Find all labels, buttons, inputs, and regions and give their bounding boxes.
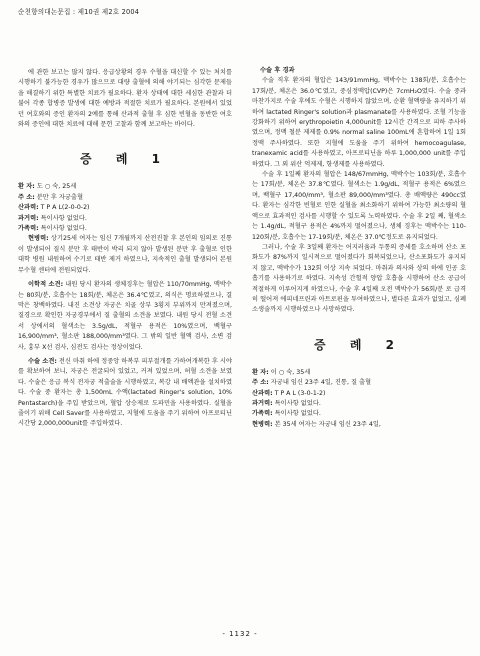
case2-field-patient: 환 자: 이 ○ 숙, 35세 xyxy=(252,368,311,376)
case1-field-patient: 환 자: 도 ○ 숙, 25세 xyxy=(18,183,77,191)
case1-physical-exam: 이학적 소견: 내원 당시 환자의 생체징후는 혈압은 110/70mmHg, 맥박수는 80회/분, 호흡수는 18회/분, 체온은 36.4℃였고, 의식은 명료하였으나, 결막은 창백하였다. 내진 소견상 자궁은 치골 상부 3횡지 부위까지 만져졌으며, 질경으로 확인한 자궁경부에서 질 출혈의 소견을 보였다. 내원 당시 전혈 소견서 상에서의 혈색소는 3.5g/dL, 적혈구 용적은 10%였으며, 백혈구 16,900/mm³, 혈소판 188,000/mm³였다. 그 밖의 일반 혈액 검사, 소변 검사, 흉부 X선 검사, 심전도 검사는 정상이었다. xyxy=(18,281,232,351)
case1-title: 증 례 1 xyxy=(80,152,170,167)
case1-field-obstetric: 산과력: T P A L(2-0-0-2) xyxy=(18,204,90,212)
case1-surgical-findings: 수술 소견: 전신 마취 하에 정중앙 하복부 피부절개를 가하여개복한 후 시야를 확보하여 보니, 자궁은 전굴되어 있었고, 커져 있었으며, 허혈 소견을 보였다. 수술은 응급 복식 전자궁 적출술을 시행하였고, 복강 내 배액관을 설치하였다. 수술 중 환자는 총 1,500mL 수액(lactated Ringer's solution, 10% Pentastarch)을 주입 받았으며, 혈압 상승제로 도파민을 사용하였다. 실혈을 줄이기 위해 Cell Saver를 사용하였고, 지혈에 도움을 주기 위하여 아프로티닌 시간당 2,000,000unit를 주입하였다. xyxy=(18,357,232,428)
case2-fields xyxy=(252,368,466,430)
case1-fields xyxy=(18,182,232,234)
case1-present-illness: 현병력: 상기25세 여자는 임신 7개월까지 산전진찰 후 본인의 임의로 진통이 발생되어 질식 분만 후 태반이 박리 되지 않아 발생된 분만 후 출혈로 인한 대학 병원 내원하여 수기로 태반 제거 하였으나, 지속적인 출혈 발생되어 본원 무수혈 센터에 전원되었다. xyxy=(18,235,232,274)
postop-paragraph-1: 수술 직후 환자의 혈압은 143/91mmHg, 맥박수는 138회/분, 호흡수는 17회/분, 체온은 36.0℃였고, 중심정맥압(CVP)은 7cmH₂O였다. 수술 중과 마찬가지로 수술 후에도 수혈은 시행하지 않았으며, 순환 혈액량을 유지하기 위하여 lactated Ringer's solution과 plasmanate를 사용하였다. 조혈 기능을 강화하기 위하여 erythropoietin 4,000unit를 12시간 간격으로 피하 주사하였으며, 정맥 철분 제제를 0.9% normal saline 100mL에 혼합하여 1일 1회 정맥 주사하였다. 또한 지혈에 도움을 주기 위하여 hemocoagulase, tranexamic acid를 사용하였고, 아프로티닌을 하루 1,000,000 unit를 주입하였다. 그 외 위산 억제제, 항생제를 사용하였다. xyxy=(252,77,466,168)
running-header: 순천향의대논문집 : 제10권 제2호 2004 xyxy=(18,8,140,16)
left-column xyxy=(18,68,232,430)
case2-field-past-history: 과거력: 특이사항 없었다. xyxy=(252,399,321,407)
case2-field-complaint: 주 소: 자궁내 임신 23주 4일, 진통, 질 출혈 xyxy=(252,379,372,387)
postop-course-title: 수술 후 경과 xyxy=(260,67,295,74)
postop-paragraph-2: 수술 후 1일째 환자의 혈압은 148/67mmHg, 맥박수는 103회/분, 호흡수는 17회/분, 체온은 37.8℃였다. 혈색소는 1.9g/dL, 적혈구 용적은 6%였으며, 백혈구 17,400/mm³, 혈소판 89,000/mm³였다. 총 배액량은 490cc였다. 환자는 심각한 빈혈로 인한 실혈을 최소화하기 위하여 가능한 최소량의 혈액으로 효과적인 검사를 시행할 수 있도록 노력하였다. 수술 후 2일 째, 혈색소는 1.4g/dL, 적혈구 용적은 4%까지 떨어졌으나, 생체 징후는 맥박수는 110-120회/분, 호흡수는 17-19회/분, 체온은 37.0℃정도로 유지되었다. xyxy=(252,171,466,241)
case2-field-present-illness: 현병력: 본 35세 여자는 자궁내 임신 23주 4일, xyxy=(252,420,381,428)
case1-field-family-history: 가족력: 특이사항 없었다. xyxy=(18,225,87,233)
postop-paragraph-3: 그러나, 수술 후 3일째 환자는 어지러움과 두통의 증세를 호소하며 산소 포화도가 87%까지 일시적으로 떨어졌다가 회복되었으나, 산소포화도가 유지되지 않고, 맥박수가 132회 이상 지속 되었다. 마취과 의사와 상의 하에 인공 호흡기를 사용하기로 하였다. 지속성 간헐적 양압 호흡을 시행하여 산소 공급이 적절하게 이루어지게 하였으나, 수술 후 4일째 오전 맥박수가 56회/분 로 급격히 떨어져 에피네프린과 아트로핀을 투여하였으나, 별다른 효과가 없었고, 심폐소생술까지 시행하였으나 사망하였다. xyxy=(252,243,466,314)
page-number: - 1132 - xyxy=(222,630,258,638)
right-column xyxy=(252,66,466,430)
case2-field-family-history: 가족력: 특이사항 없었다. xyxy=(252,410,321,418)
case2-field-obstetric: 산과력: T P A L (3-0-1-2) xyxy=(252,389,326,397)
intro-paragraph: 에 관한 보고는 많지 않다. 응급상황의 경우 수혈을 대신할 수 있는 처치를 시행하기 불가능한 경우가 많으므로 대량 출혈에 의해 야기되는 심각한 문제들을 해결하기 위한 특별한 치료가 필요하다. 환자 상태에 대한 세심한 관찰과 더불어 각종 합병증 발생에 대한 예방과 적절한 치료가 필요하다. 본원에서 있었던 여호와의 증인 환자의 2예를 통해 산과적 출혈 후 심한 빈혈을 동반한 여호와의 증인에 대한 치료에 대해 문헌 고찰과 함께 보고하는 바이다. xyxy=(18,69,232,129)
case2-title: 증 례 2 xyxy=(314,337,404,352)
case1-field-complaint: 주 소: 분만 후 자궁출혈 xyxy=(18,193,84,201)
case1-field-past-history: 과거력: 특이사항 없었다. xyxy=(18,214,87,222)
